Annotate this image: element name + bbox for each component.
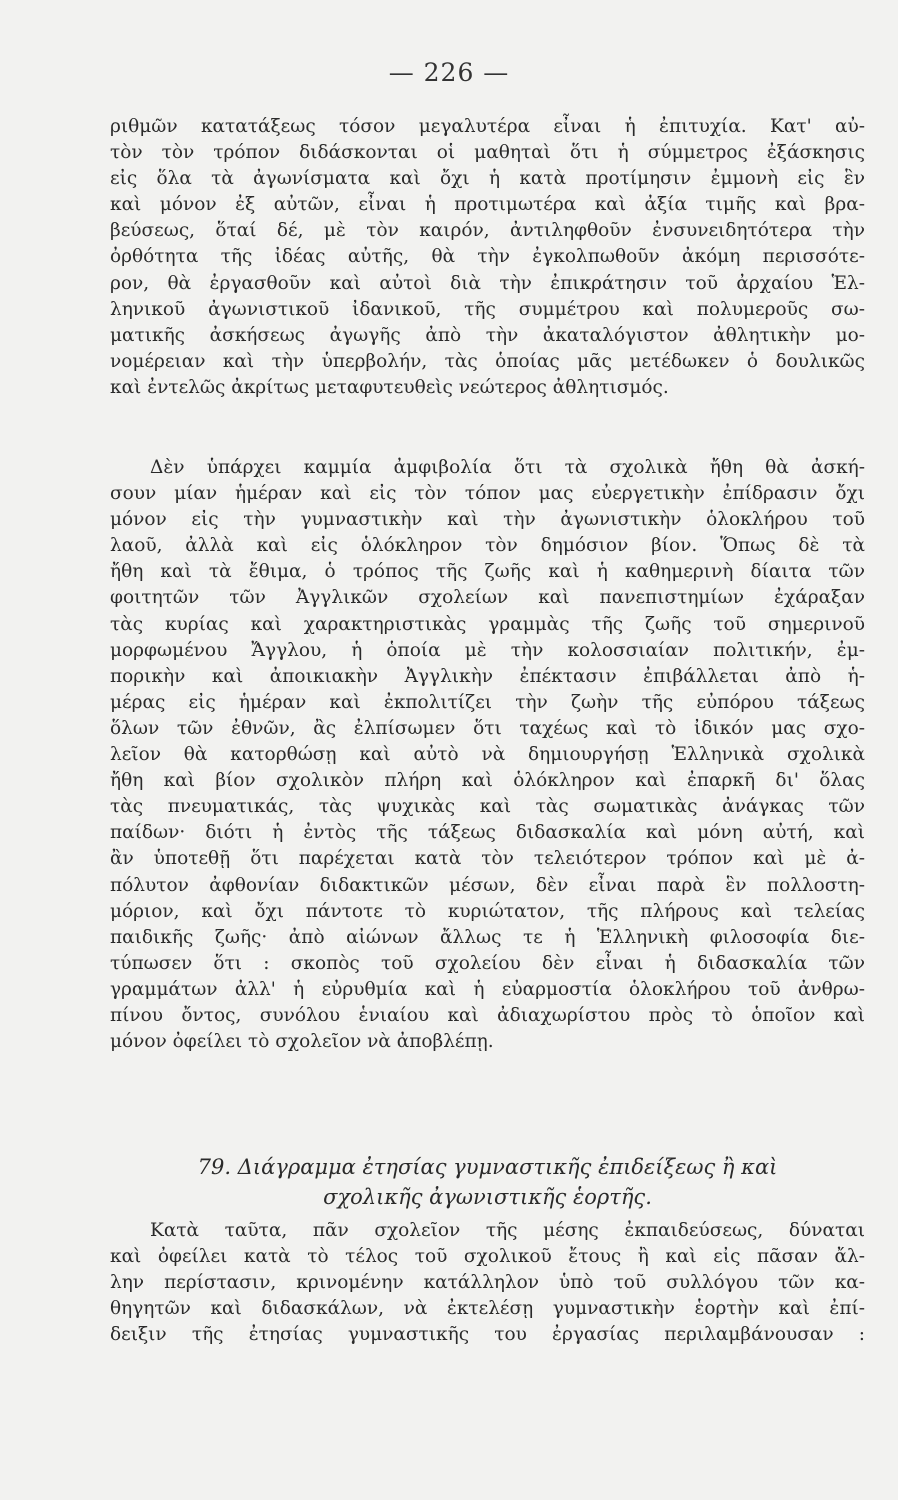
text-line: ἤθη καὶ τὰ ἔθιμα, ὁ τρόπος τῆς ζωῆς καὶ ἡ καθημερινὴ δίαιτα τῶν (110, 561, 865, 583)
text-line: ματικῆς ἀσκήσεως ἀγωγῆς ἀπὸ τὴν ἀκαταλόγιστον ἀθλητικὴν μο- (110, 324, 865, 346)
text-line: Δὲν ὑπάρχει καμμία ἀμφιβολία ὅτι τὰ σχολικὰ ἤθη θὰ ἀσκή- (150, 457, 865, 478)
section-heading-line-1: 79. Διάγραμμα ἐτησίας γυμναστικῆς ἐπιδείξεως ἢ καὶ (197, 1155, 778, 1179)
text-line: λην περίστασιν, κρινομένην κατάλληλον ὑπὸ τοῦ συλλόγου τῶν κα- (110, 1272, 865, 1294)
text-line: φοιτητῶν τῶν Ἀγγλικῶν σχολείων καὶ πανεπιστημίων ἐχάραξαν (110, 587, 865, 609)
text-line: καὶ ἐντελῶς ἀκρίτως μεταφυτευθεὶς νεώτερος ἀθλητισμός. (110, 376, 669, 398)
text-line: πίνου ὄντος, συνόλου ἑνιαίου καὶ ἀδιαχωρίστου πρὸς τὸ ὁποῖον καὶ (110, 1004, 865, 1026)
text-line: σουν μίαν ἡμέραν καὶ εἰς τὸν τόπον μας εὐεργετικὴν ἐπίδρασιν ὄχι (110, 483, 865, 505)
text-line: ριθμῶν κατατάξεως τόσον μεγαλυτέρα εἶναι ἡ ἐπιτυχία. Κατ' αὐ- (110, 116, 865, 137)
text-line: ὅλων τῶν ἐθνῶν, ἂς ἐλπίσωμεν ὅτι ταχέως καὶ τὸ ἰδικόν μας σχο- (110, 717, 865, 739)
text-line: πόλυτον ἀφθονίαν διδακτικῶν μέσων, δὲν εἶναι παρὰ ἓν πολλοστη- (110, 874, 865, 896)
text-line: παίδων· διότι ἡ ἐντὸς τῆς τάξεως διδασκαλία καὶ μόνη αὐτή, καὶ (110, 822, 865, 844)
text-line: μόνον ὀφείλει τὸ σχολεῖον νὰ ἀποβλέπῃ. (110, 1031, 494, 1053)
text-line: ρον, θὰ ἐργασθοῦν καὶ αὐτοὶ διὰ τὴν ἐπικράτησιν τοῦ ἀρχαίου Ἑλ- (110, 272, 865, 294)
text-line: ληνικοῦ ἀγωνιστικοῦ ἰδανικοῦ, τῆς συμμέτρου καὶ πολυμεροῦς σω- (110, 298, 865, 320)
text-line: λεῖον θὰ κατορθώσῃ καὶ αὐτὸ νὰ δημιουργήσῃ Ἑλληνικὰ σχολικὰ (110, 744, 865, 766)
text-line: ἂν ὑποτεθῇ ὅτι παρέχεται κατὰ τὸν τελειότερον τρόπον καὶ μὲ ἀ- (110, 848, 865, 870)
section-heading (110, 1152, 865, 1212)
text-line: καὶ ὀφείλει κατὰ τὸ τέλος τοῦ σχολικοῦ ἔτους ἢ καὶ εἰς πᾶσαν ἄλ- (110, 1246, 865, 1268)
text-line: καὶ μόνον ἐξ αὐτῶν, εἶναι ἡ προτιμωτέρα καὶ ἀξία τιμῆς καὶ βρα- (110, 194, 865, 216)
text-line: θηγητῶν καὶ διδασκάλων, νὰ ἐκτελέσῃ γυμναστικὴν ἑορτὴν καὶ ἐπί- (110, 1298, 865, 1320)
paragraph-3 (110, 1218, 865, 1348)
section-heading-line-2: σχολικῆς ἀγωνιστικῆς ἑορτῆς. (323, 1185, 652, 1209)
text-line: τὰς πνευματικάς, τὰς ψυχικὰς καὶ τὰς σωματικὰς ἀνάγκας τῶν (110, 796, 865, 818)
text-line: νομέρειαν καὶ τὴν ὑπερβολήν, τὰς ὁποίας μᾶς μετέδωκεν ὁ δουλικῶς (110, 350, 865, 372)
text-line: μέρας εἰς ἡμέραν καὶ ἐκπολιτίζει τὴν ζωὴν τῆς εὐπόρου τάξεως (110, 691, 865, 713)
text-line: μορφωμένου Ἄγγλου, ἡ ὁποία μὲ τὴν κολοσσιαίαν πολιτικήν, ἐμ- (110, 639, 865, 661)
text-line: Κατὰ ταῦτα, πᾶν σχολεῖον τῆς μέσης ἐκπαιδεύσεως, δύναται (150, 1220, 865, 1241)
text-line: μόνον εἰς τὴν γυμναστικὴν καὶ τὴν ἀγωνιστικὴν ὁλοκλήρου τοῦ (110, 509, 865, 531)
text-line: ὀρθότητα τῆς ἰδέας αὐτῆς, θὰ τὴν ἐγκολπωθοῦν ἀκόμη περισσότε- (110, 246, 865, 268)
text-line: τὸν τὸν τρόπον διδάσκονται οἱ μαθηταὶ ὅτι ἡ σύμμετρος ἐξάσκησις (110, 142, 865, 164)
text-line: γραμμάτων ἀλλ' ἡ εὐρυθμία καὶ ἡ εὐαρμοστία ὁλοκλήρου τοῦ ἀνθρω- (110, 978, 865, 1000)
paragraph-2 (110, 455, 865, 1055)
text-line: τὰς κυρίας καὶ χαρακτηριστικὰς γραμμὰς τῆς ζωῆς τοῦ σημερινοῦ (110, 613, 865, 635)
text-line: πορικὴν καὶ ἀποικιακὴν Ἀγγλικὴν ἐπέκτασιν ἐπιβάλλεται ἀπὸ ἡ- (110, 665, 865, 687)
text-line: εἰς ὅλα τὰ ἀγωνίσματα καὶ ὄχι ἡ κατὰ προτίμησιν ἐμμονὴ εἰς ἓν (110, 168, 865, 190)
text-line: λαοῦ, ἀλλὰ καὶ εἰς ὁλόκληρον τὸν δημόσιον βίον. Ὅπως δὲ τὰ (110, 535, 865, 557)
text-line: τύπωσεν ὅτι : σκοπὸς τοῦ σχολείου δὲν εἶναι ἡ διδασκαλία τῶν (110, 952, 865, 974)
text-line: ἤθη καὶ βίον σχολικὸν πλήρη καὶ ὁλόκληρον καὶ ἐπαρκῆ δι' ὅλας (110, 770, 865, 792)
text-line: δειξιν τῆς ἐτησίας γυμναστικῆς του ἐργασίας περιλαμβάνουσαν : (110, 1324, 865, 1346)
paragraph-1 (110, 114, 865, 401)
text-line: μόριον, καὶ ὄχι πάντοτε τὸ κυριώτατον, τῆς πλήρους καὶ τελείας (110, 900, 865, 922)
text-line: παιδικῆς ζωῆς· ἀπὸ αἰώνων ἄλλως τε ἡ Ἑλληνικὴ φιλοσοφία διε- (110, 926, 865, 948)
page-number: — 226 — (388, 58, 510, 87)
text-line: βεύσεως, ὅταί δέ, μὲ τὸν καιρόν, ἀντιληφθοῦν ἐνσυνειδητότερα τὴν (110, 220, 865, 242)
